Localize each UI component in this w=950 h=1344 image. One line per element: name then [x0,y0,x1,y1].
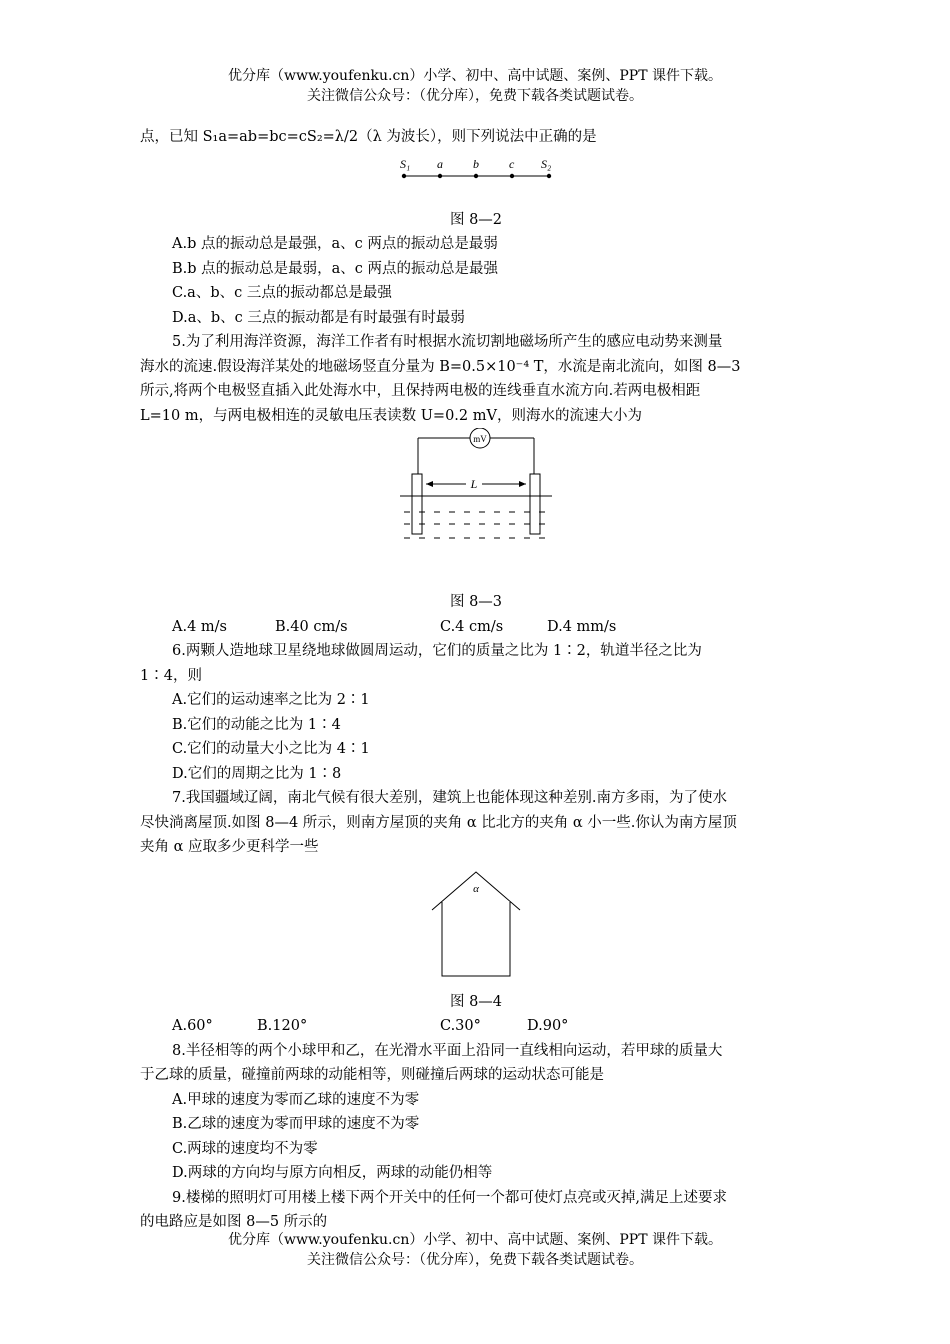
q4-option-a: A.b 点的振动总是最强，a、c 两点的振动总是最弱 [172,236,498,252]
q5-stem-line-1: 5.为了利用海洋资源，海洋工作者有时根据水流切割地磁场所产生的感应电动势来测量 [172,334,723,350]
label-s1: S₁ [400,156,411,171]
q8-option-a: A.甲球的速度为零而乙球的速度不为零 [172,1091,420,1108]
voltmeter-label: mV [473,434,487,444]
q4-option-c: C.a、b、c 三点的振动都总是最强 [172,285,392,301]
figure-8-4 [426,868,526,980]
q4-option-d: D.a、b、c 三点的振动都是有时最强有时最弱 [172,309,465,326]
q5-option-b: B.40 cm/s [275,618,348,635]
q6-stem-line-2: 1∶4，则 [140,667,202,684]
page-footer [0,1230,950,1270]
label-c: c [509,156,515,171]
q7-option-d: D.90° [527,1018,569,1034]
page-header [0,66,950,106]
point-s1 [402,173,406,177]
q5-option-d: D.4 mm/s [547,618,617,635]
q4-option-b: B.b 点的振动总是最弱，a、c 两点的振动总是最强 [172,260,499,277]
label-s2: S₂ [541,156,552,171]
q9-stem-line-2: 的电路应是如图 8—5 所示的 [140,1214,328,1230]
q7-options [140,1014,812,1039]
point-s2 [547,173,551,177]
label-b: b [473,156,479,171]
header-line-1: 优分库（www.youfenku.cn）小学、初中、高中试题、案例、PPT 课件下载。 [227,68,722,84]
q7-stem-line-3: 夹角 α 应取多少更科学一些 [140,839,319,855]
q6-stem-line-1: 6.两颗人造地球卫星绕地球做圆周运动，它们的质量之比为 1∶2，轨道半径之比为 [172,643,702,659]
q8-option-c: C.两球的速度均不为零 [172,1140,318,1157]
footer-line-2: 关注微信公众号：（优分库），免费下载各类试题试卷。 [307,1252,643,1268]
header-line-2: 关注微信公众号：（优分库），免费下载各类试题试卷。 [307,88,643,104]
q8-stem-line-2: 于乙球的质量，碰撞前两球的动能相等，则碰撞后两球的运动状态可能是 [140,1067,604,1083]
figure-8-3-caption: 图 8—3 [449,594,503,610]
q5-stem-line-4: L=10 m，与两电极相连的灵敏电压表读数 U=0.2 mV，则海水的流速大小为 [140,407,642,424]
figure-8-4-caption: 图 8—4 [449,993,503,1010]
q6-option-b: B.它们的动能之比为 1∶4 [172,716,341,733]
q8-option-b: B.乙球的速度为零而甲球的速度不为零 [172,1116,420,1132]
q7-option-b: B.120° [257,1018,308,1034]
figure-8-3 [396,428,556,578]
house-body [442,902,510,976]
q6-option-d: D.它们的周期之比为 1∶8 [172,765,342,782]
footer-line-1: 优分库（www.youfenku.cn）小学、初中、高中试题、案例、PPT 课件下载。 [227,1232,722,1248]
q6-option-a: A.它们的运动速率之比为 2∶1 [172,692,370,708]
electrode-right [530,474,540,534]
q7-stem-line-2: 尽快淌离屋顶.如图 8—4 所示，则南方屋顶的夹角 α 比北方的夹角 α 小一些.你认为南方屋顶 [140,814,737,831]
q7-option-a: A.60° [172,1018,213,1034]
electrode-left [412,474,422,534]
q6-option-c: C.它们的动量大小之比为 4∶1 [172,741,370,757]
q5-options [140,615,812,640]
point-c [510,173,514,177]
angle-label: α [473,882,479,895]
q8-stem-line-1: 8.半径相等的两个小球甲和乙，在光滑水平面上沿同一直线相向运动，若甲球的质量大 [172,1042,723,1059]
q5-option-c: C.4 cm/s [440,618,504,635]
q4-stem: 点，已知 S₁a=ab=bc=cS₂=λ/2（λ 为波长），则下列说法中正确的是 [140,129,597,145]
figure-8-2 [391,150,561,196]
q5-stem-line-2: 海水的流速.假设海洋某处的地磁场竖直分量为 B=0.5×10⁻⁴ T，水流是南北流向，如图 8—3 [140,358,741,375]
q5-option-a: A.4 m/s [172,618,227,635]
q5-stem-line-3: 所示,将两个电极竖直插入此处海水中，且保持两电极的连线垂直水流方向.若两电极相距 [140,383,701,399]
figure-8-2-caption: 图 8—2 [449,211,503,228]
q7-stem-line-1: 7.我国疆域辽阔，南北气候有很大差别，建筑上也能体现这种差别.南方多雨，为了使水 [172,790,727,806]
point-b [474,173,478,177]
length-label: L [470,477,478,491]
q9-stem-line-1: 9.楼梯的照明灯可用楼上楼下两个开关中的任何一个都可使灯点亮或灭掉,满足上述要求 [172,1189,727,1206]
point-a [438,173,442,177]
exam-content [140,125,812,1235]
label-a: a [437,156,443,171]
q7-option-c: C.30° [440,1018,481,1034]
q8-option-d: D.两球的方向均与原方向相反，两球的动能仍相等 [172,1165,493,1181]
